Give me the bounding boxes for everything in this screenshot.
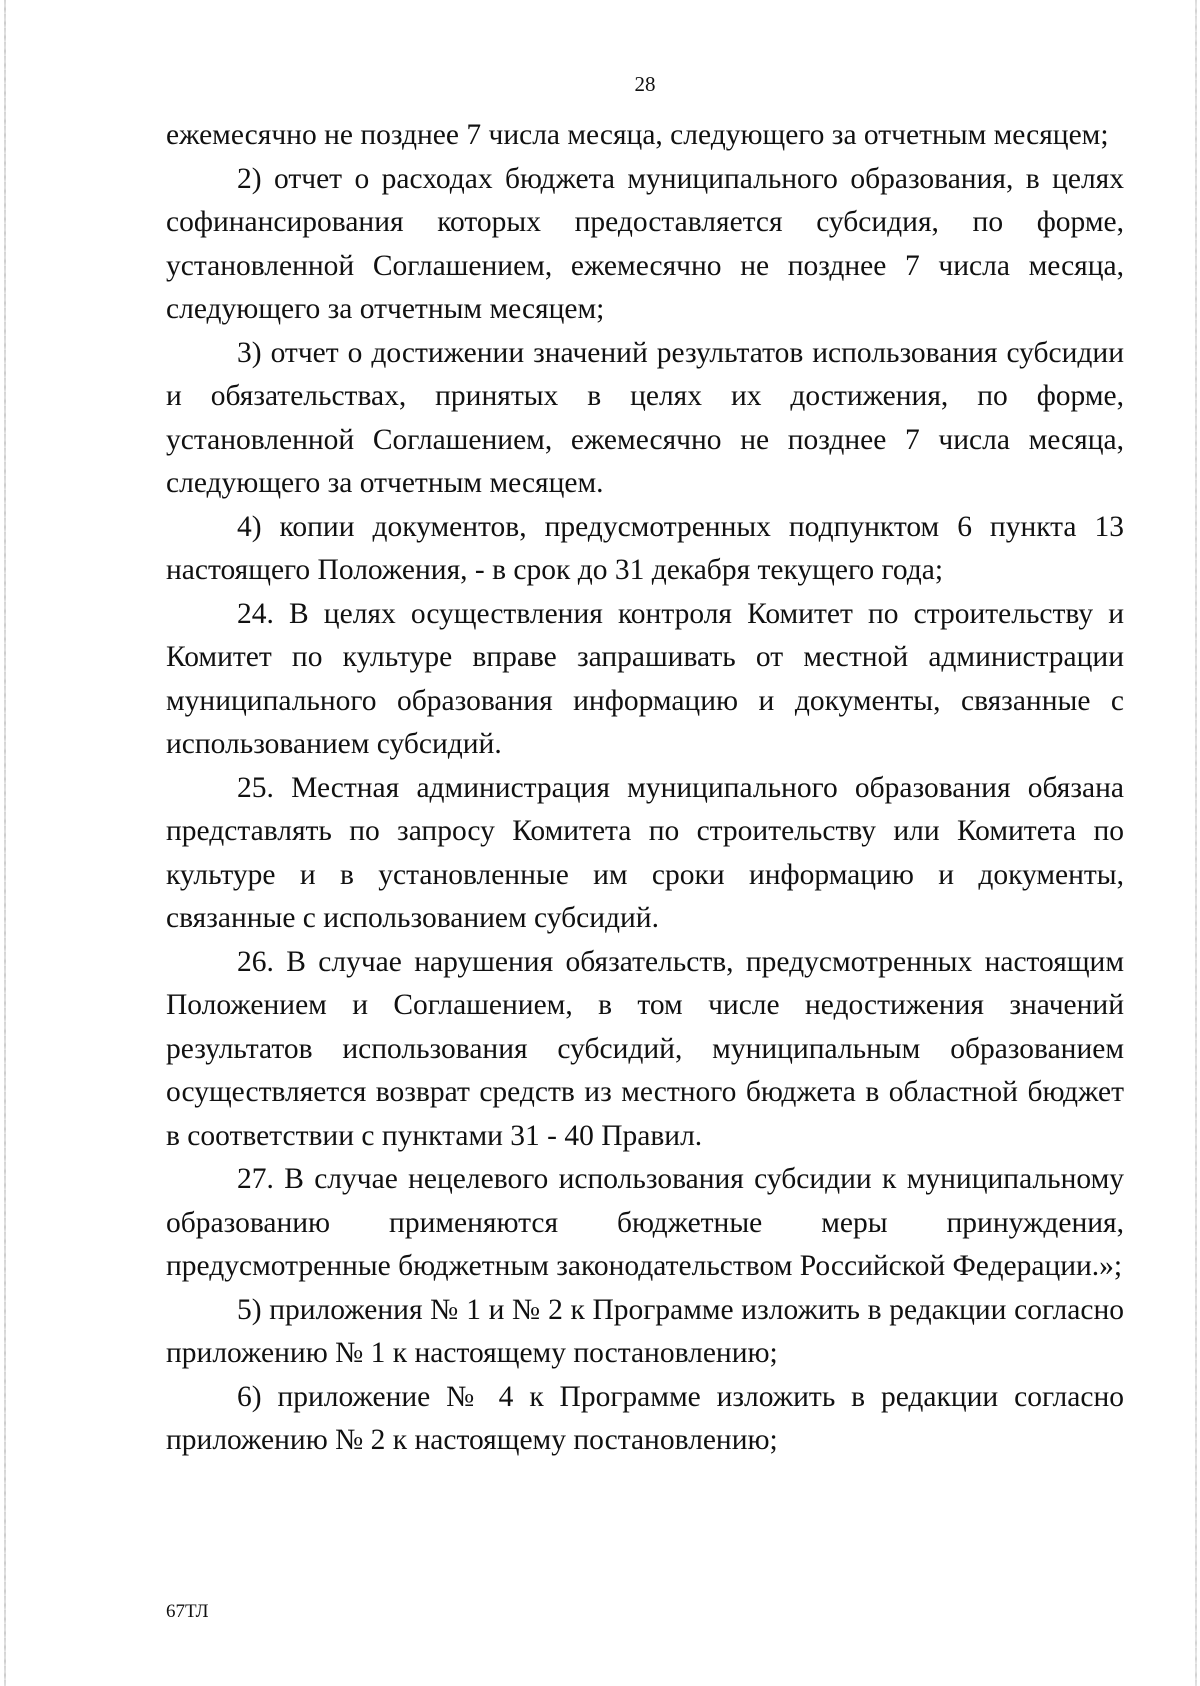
scan-edge-right — [1195, 0, 1197, 1686]
paragraph-item-6: 6) приложение № 4 к Программе изложить в редакции согласно приложению № 2 к настоящему постановлению; — [166, 1380, 1124, 1456]
paragraph-item-4: 4) копии документов, предусмотренных подпунктом 6 пункта 13 настоящего Положения, - в срок до 31 декабря текущего года; — [166, 510, 1124, 586]
paragraph-continuation: ежемесячно не позднее 7 числа месяца, следующего за отчетным месяцем; — [166, 119, 1109, 151]
paragraph-item-5: 5) приложения № 1 и № 2 к Программе изложить в редакции согласно приложению № 1 к настоящему постановлению; — [166, 1293, 1124, 1369]
scan-edge-left — [4, 0, 6, 1686]
document-body — [166, 114, 1124, 1463]
paragraph-clause-27: 27. В случае нецелевого использования субсидии к муниципальному образованию применяются бюджетные меры принуждения, предусмотренные бюджетным законодательством Российской Федерации.»; — [166, 1163, 1124, 1282]
paragraph-clause-25: 25. Местная администрация муниципального образования обязана представлять по запросу Комитета по строительству или Комитета по культуре и в установленные им сроки информацию и документы, связанные с использованием субсидий. — [166, 771, 1124, 934]
paragraph-item-3: 3) отчет о достижении значений результатов использования субсидии и обязательствах, принятых в целях их достижения, по форме, установленной Соглашением, ежемесячно не позднее 7 числа месяца, следующего за отчетным месяцем. — [166, 336, 1124, 499]
footer-document-code: 67ТЛ — [166, 1601, 209, 1622]
page-number: 28 — [634, 72, 656, 96]
paragraph-item-2: 2) отчет о расходах бюджета муниципального образования, в целях софинансирования которых предоставляется субсидия, по форме, установленной Соглашением, ежемесячно не позднее 7 числа месяца, следующего за отчетным месяцем; — [166, 162, 1124, 325]
paragraph-clause-26: 26. В случае нарушения обязательств, предусмотренных настоящим Положением и Соглашением, в том числе недостижения значений результатов использования субсидий, муниципальным образованием осуществляется возврат средств из местного бюджета в областной бюджет в соответствии с пунктами 31 - 40 Правил. — [166, 945, 1124, 1152]
paragraph-clause-24: 24. В целях осуществления контроля Комитет по строительству и Комитет по культуре вправе запрашивать от местной администрации муниципального образования информацию и документы, связанные с использованием субсидий. — [166, 597, 1124, 760]
